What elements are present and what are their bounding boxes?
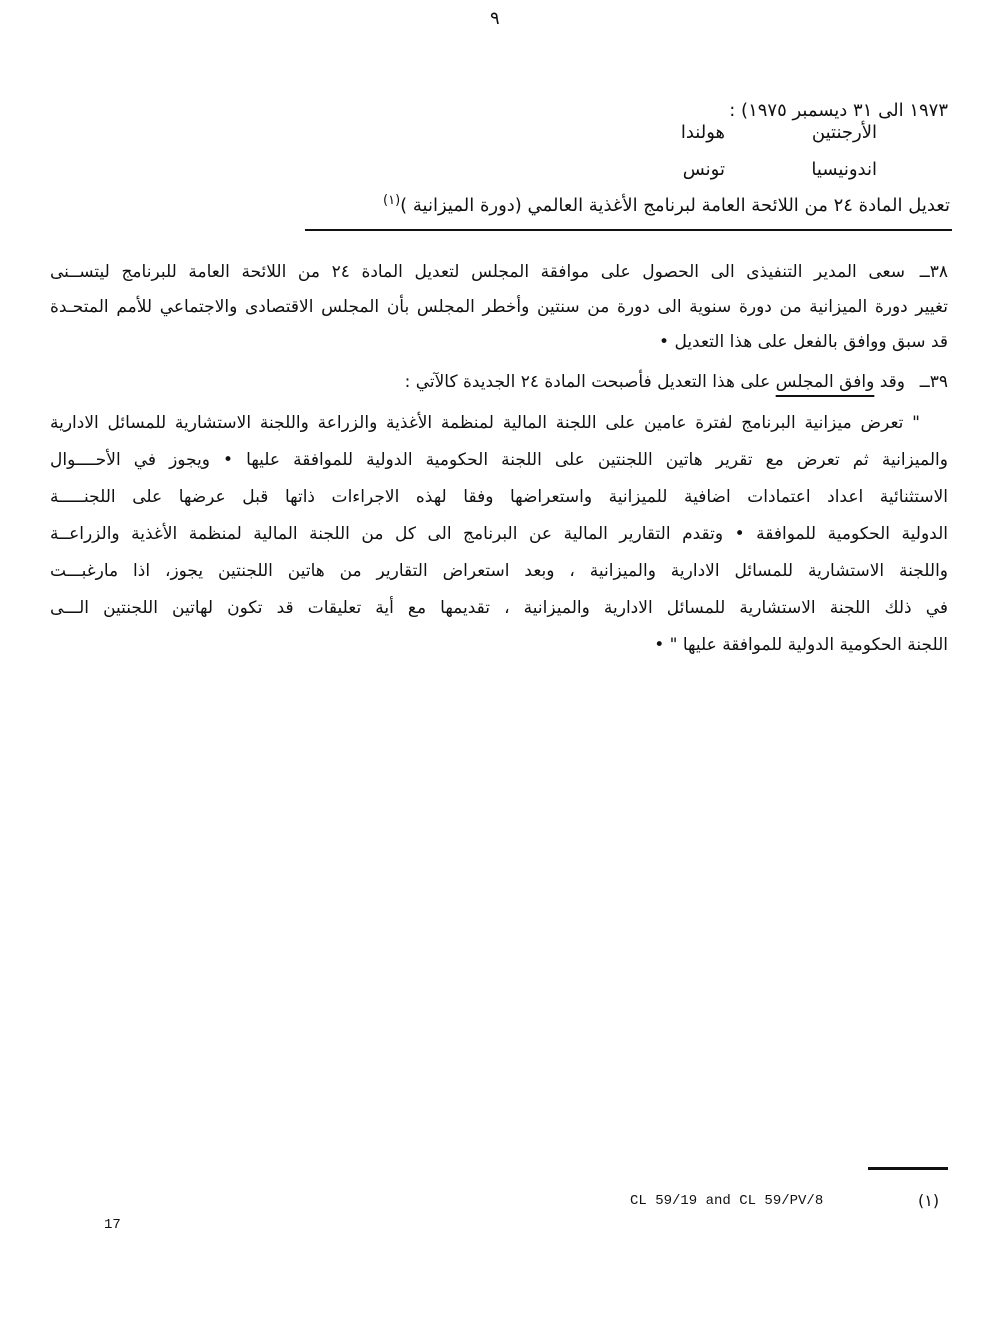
country-tunisia: تونس xyxy=(682,159,725,180)
page-number-top: ٩ xyxy=(490,8,500,29)
heading-text: تعديل المادة ٢٤ من اللائحة العامة لبرنامج الأغذية العالمي (دورة الميزانية ) xyxy=(400,195,950,216)
page-footer-number: 17 xyxy=(104,1217,121,1233)
para-intro xyxy=(405,372,905,392)
footnote-ref: (١) xyxy=(383,193,401,208)
quote-line: اللجنة الحكومية الدولية للموافقة عليها " • xyxy=(654,635,948,655)
quote-line: " تعرض ميزانية البرنامج لفترة عامين على اللجنة المالية لمنظمة الأغذية والزراعة واللجنة الاستشارية للمسائل الادارية xyxy=(50,413,920,433)
footnote-mark: (١) xyxy=(918,1191,940,1210)
footnote-text: CL 59/19 and CL 59/PV/8 xyxy=(630,1193,824,1209)
para-intro-after: على هذا التعديل فأصبحت المادة ٢٤ الجديدة كالآتي : xyxy=(404,372,776,392)
quote-line: في ذلك اللجنة الاستشارية للمسائل الادارية والميزانية ، تقديمها مع أية تعليقات قد تكون لهاتين اللجنتين الـــى xyxy=(50,598,948,618)
intro-line: ١٩٧٣ الى ٣١ ديسمبر ١٩٧٥) : xyxy=(729,100,948,121)
para-line: سعى المدير التنفيذى الى الحصول على موافقة المجلس لتعديل المادة ٢٤ من اللائحة العامة للبرنامج ليتســنى xyxy=(50,262,905,282)
country-indonesia: اندونيسيا xyxy=(811,159,877,180)
section-heading xyxy=(383,193,950,216)
country-argentina: الأرجنتين xyxy=(811,122,877,143)
para-number: ٣٨ــ xyxy=(919,262,948,282)
para-intro-underlined: وافق المجلس xyxy=(775,372,875,392)
para-number: ٣٩ــ xyxy=(919,372,948,392)
quote-line: واللجنة الاستشارية للمسائل الادارية والميزانية ، وبعد استعراض التقارير من هاتين اللجنتين يجوز، اذا مارغبـــت xyxy=(50,561,948,581)
para-line: تغيير دورة الميزانية من دورة سنوية الى دورة من سنتين وأخطر المجلس بأن المجلس الاقتصادى والاجتماعي للأمم المتحـدة xyxy=(50,297,948,317)
para-intro-before: وقد xyxy=(874,372,905,392)
heading-underline xyxy=(305,229,952,231)
para-line: قد سبق ووافق بالفعل على هذا التعديل • xyxy=(659,332,948,352)
country-netherlands: هولندا xyxy=(680,122,725,143)
quote-line: الاستثنائية اعداد اعتمادات اضافية للميزانية واستعراضها وفقا لهذه الاجراءات ذاتها قبل عرضها على اللجنـــــة xyxy=(50,487,948,507)
quote-line: والميزانية ثم تعرض مع تقرير هاتين اللجنتين على اللجنة الحكومية الدولية للموافقة عليها • ويجوز في الأحــــوال xyxy=(50,450,948,470)
quote-line: الدولية الحكومية للموافقة • وتقدم التقارير المالية عن البرنامج الى كل من اللجنة المالية لمنظمة الأغذية والزراعــة xyxy=(50,524,948,544)
footnote-separator xyxy=(868,1167,948,1170)
